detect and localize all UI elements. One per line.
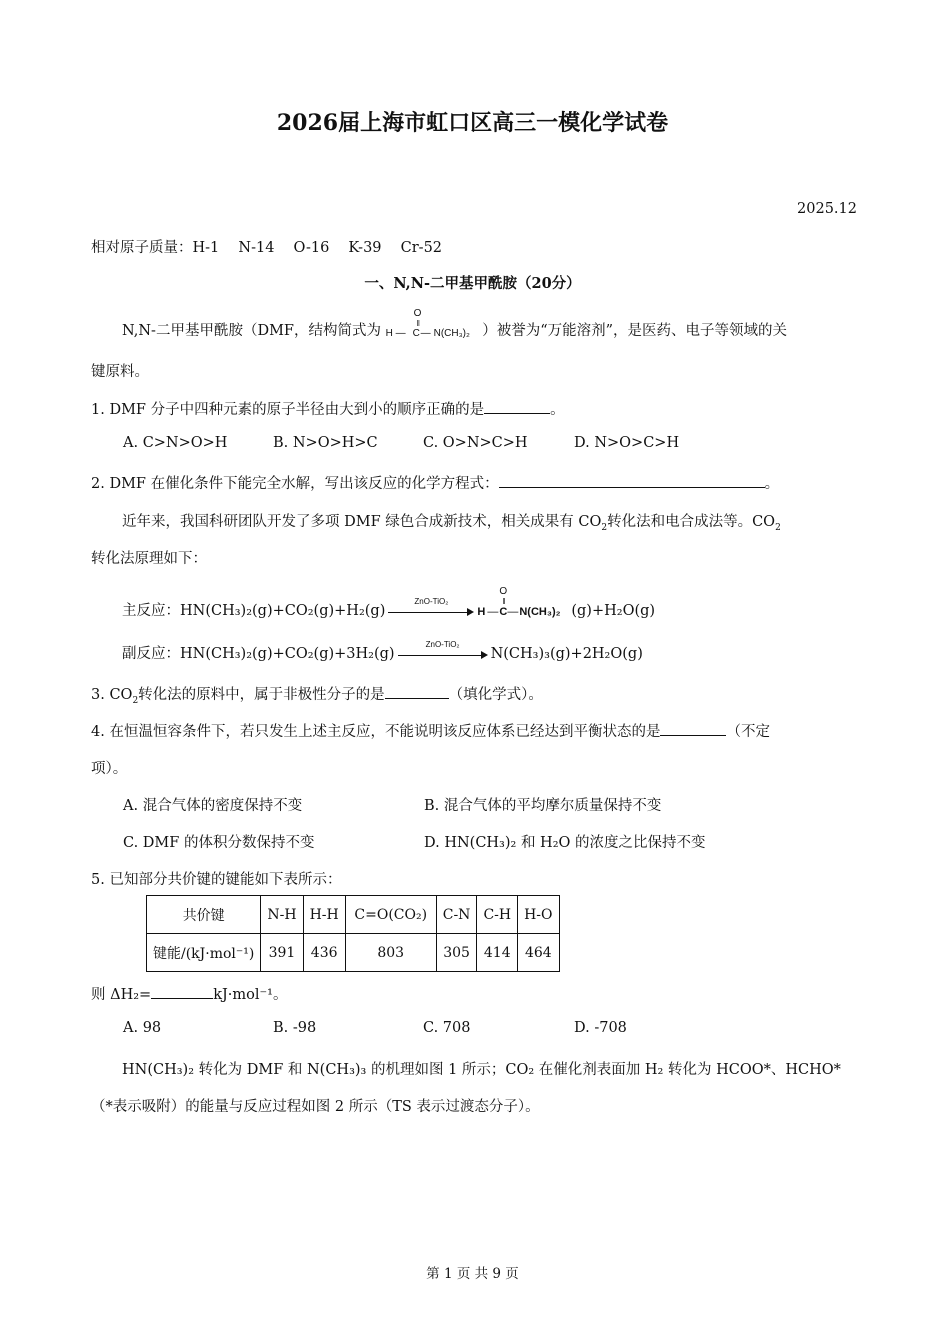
table-header-cell: C-N bbox=[436, 896, 477, 934]
table-row bbox=[147, 934, 560, 972]
q4-option-b: B. 混合气体的平均摩尔质量保持不变 bbox=[424, 798, 662, 814]
main-reaction-left: HN(CH₃)₂(g)+CO₂(g)+H₂(g) bbox=[180, 603, 386, 619]
para2-line-2: 转化法原理如下： bbox=[91, 551, 207, 567]
q4-answer-blank[interactable] bbox=[660, 721, 726, 737]
table-cell: 803 bbox=[345, 934, 436, 972]
q1-answer-blank[interactable] bbox=[484, 399, 550, 415]
para2-sub-1: 2 bbox=[601, 522, 608, 533]
table-header-cell: 共价键 bbox=[147, 896, 261, 934]
main-dmf-h: H bbox=[477, 606, 486, 618]
q1-option-b: B. N>O>H>C bbox=[273, 435, 378, 451]
para3-line-2: （*表示吸附）的能量与反应过程如图 2 所示（TS 表示过渡态分子）。 bbox=[91, 1099, 540, 1115]
side-reaction-left: HN(CH₃)₂(g)+CO₂(g)+3H₂(g) bbox=[180, 646, 395, 662]
q3-text-a: 3. CO bbox=[91, 687, 133, 703]
q1-stem bbox=[91, 398, 565, 419]
table-header-cell: H-O bbox=[518, 896, 559, 934]
para2-sub-2: 2 bbox=[775, 522, 781, 533]
table-header-cell: N-H bbox=[261, 896, 303, 934]
para3-line-1: HN(CH₃)₂ 转化为 DMF 和 N(CH₃)₃ 的机理如图 1 所示；CO₂ 在催化剂表面加 H₂ 转化为 HCOO*、HCHO* bbox=[122, 1062, 841, 1078]
main-dmf-bond-1: — bbox=[487, 606, 499, 618]
dmf-bond-1: — bbox=[395, 328, 406, 339]
q2-answer-blank[interactable] bbox=[499, 473, 765, 489]
q2-stem-text: 2. DMF 在催化条件下能完全水解，写出该反应的化学方程式： bbox=[91, 476, 499, 492]
table-cell: 464 bbox=[518, 934, 559, 972]
intro-text-a: N,N-二甲基甲酰胺（DMF，结构简式为 bbox=[122, 323, 381, 339]
atomic-masses: 相对原子质量：H-1 N-14 O-16 K-39 Cr-52 bbox=[91, 240, 443, 256]
table-cell: 414 bbox=[477, 934, 518, 972]
dmf-double-bond: ‖ bbox=[416, 319, 420, 328]
q5-answer-text-a: 则 ΔH₂= bbox=[91, 987, 152, 1003]
main-reaction-catalyst: ZnO-TiO₂ bbox=[414, 597, 449, 606]
table-cell: 436 bbox=[303, 934, 345, 972]
q1-option-a: A. C>N>O>H bbox=[123, 435, 228, 451]
table-header-cell: C-H bbox=[477, 896, 518, 934]
main-reaction-label: 主反应： bbox=[122, 603, 180, 619]
side-reaction-right: N(CH₃)₃(g)+2H₂O(g) bbox=[490, 646, 643, 662]
main-reaction bbox=[122, 586, 656, 626]
q2-stem-end: 。 bbox=[764, 476, 780, 492]
q3-stem bbox=[91, 683, 543, 706]
dmf-o: O bbox=[413, 308, 422, 319]
q4-stem-cont: 项）。 bbox=[91, 761, 128, 777]
q1-option-d: D. N>O>C>H bbox=[574, 435, 680, 451]
table-header-cell: H-H bbox=[303, 896, 345, 934]
intro-line-2: 键原料。 bbox=[91, 364, 149, 380]
table-cell: 391 bbox=[261, 934, 303, 972]
q5-option-d: D. -708 bbox=[574, 1020, 627, 1036]
q5-answer-text-b: kJ·mol⁻¹。 bbox=[213, 987, 288, 1003]
q5-option-a: A. 98 bbox=[123, 1020, 162, 1036]
q4-stem-end: （不定 bbox=[726, 724, 770, 740]
side-reaction-catalyst: ZnO-TiO₂ bbox=[425, 640, 460, 649]
dmf-h: H bbox=[385, 328, 393, 339]
para2-text-a: 近年来，我国科研团队开发了多项 DMF 绿色合成新技术，相关成果有 CO bbox=[122, 514, 602, 530]
q3-text-b: 转化法的原料中，属于非极性分子的是 bbox=[138, 687, 385, 703]
main-dmf-o: O bbox=[499, 586, 508, 597]
intro-text-b: ）被誉为“万能溶剂”，是医药、电子等领域的关 bbox=[482, 323, 788, 339]
table-header-cell: C=O(CO₂) bbox=[345, 896, 436, 934]
main-dmf-structure bbox=[477, 586, 571, 626]
q4-stem bbox=[91, 720, 770, 741]
dmf-n: N(CH₃)₂ bbox=[433, 328, 470, 339]
side-reaction bbox=[122, 642, 643, 663]
table-cell: 305 bbox=[436, 934, 477, 972]
main-dmf-n: N(CH₃)₂ bbox=[519, 606, 561, 618]
main-dmf-bond-2: — bbox=[507, 606, 519, 618]
dmf-c: C bbox=[412, 328, 420, 339]
dmf-bond-2: — bbox=[420, 328, 431, 339]
q4-option-d: D. HN(CH₃)₂ 和 H₂O 的浓度之比保持不变 bbox=[424, 835, 706, 851]
q5-stem: 5. 已知部分共价键的键能如下表所示： bbox=[91, 872, 342, 888]
q4-stem-text: 4. 在恒温恒容条件下，若只发生上述主反应，不能说明该反应体系已经达到平衡状态的是 bbox=[91, 724, 661, 740]
main-reaction-right: (g)+H₂O(g) bbox=[571, 603, 656, 619]
q4-option-c: C. DMF 的体积分数保持不变 bbox=[123, 835, 315, 851]
exam-date: 2025.12 bbox=[797, 201, 857, 217]
page-footer: 第 1 页 共 9 页 bbox=[426, 1266, 519, 1282]
q5-option-b: B. -98 bbox=[273, 1020, 317, 1036]
q5-answer-blank[interactable] bbox=[151, 984, 213, 1000]
q2-stem bbox=[91, 472, 779, 493]
para2-text-b: 转化法和电合成法等。CO bbox=[607, 514, 776, 530]
q4-option-a: A. 混合气体的密度保持不变 bbox=[123, 798, 303, 814]
q3-sub: 2 bbox=[132, 695, 139, 706]
page-title: 2026届上海市虹口区高三一模化学试卷 bbox=[276, 110, 669, 136]
para2-line-1 bbox=[122, 510, 781, 533]
main-reaction-arrow bbox=[388, 597, 474, 618]
section-heading: 一、N,N-二甲基甲酰胺（20分） bbox=[364, 275, 581, 292]
main-dmf-c: C bbox=[499, 606, 508, 618]
dmf-structure bbox=[385, 308, 478, 346]
q5-option-c: C. 708 bbox=[423, 1020, 471, 1036]
q3-stem-end: （填化学式）。 bbox=[448, 687, 543, 703]
side-reaction-label: 副反应： bbox=[122, 646, 180, 662]
bond-energy-table bbox=[146, 895, 560, 972]
q1-stem-text: 1. DMF 分子中四种元素的原子半径由大到小的顺序正确的是 bbox=[91, 402, 485, 418]
q1-option-c: C. O>N>C>H bbox=[423, 435, 528, 451]
intro-line-1 bbox=[122, 308, 788, 346]
table-row-label: 键能/(kJ·mol⁻¹) bbox=[147, 934, 261, 972]
side-reaction-arrow bbox=[398, 640, 488, 661]
main-dmf-double-bond: ‖ bbox=[502, 597, 506, 606]
q1-stem-end: 。 bbox=[550, 402, 565, 418]
q5-answer-line bbox=[91, 983, 288, 1004]
table-header-row bbox=[147, 896, 560, 934]
q3-answer-blank[interactable] bbox=[385, 684, 449, 700]
